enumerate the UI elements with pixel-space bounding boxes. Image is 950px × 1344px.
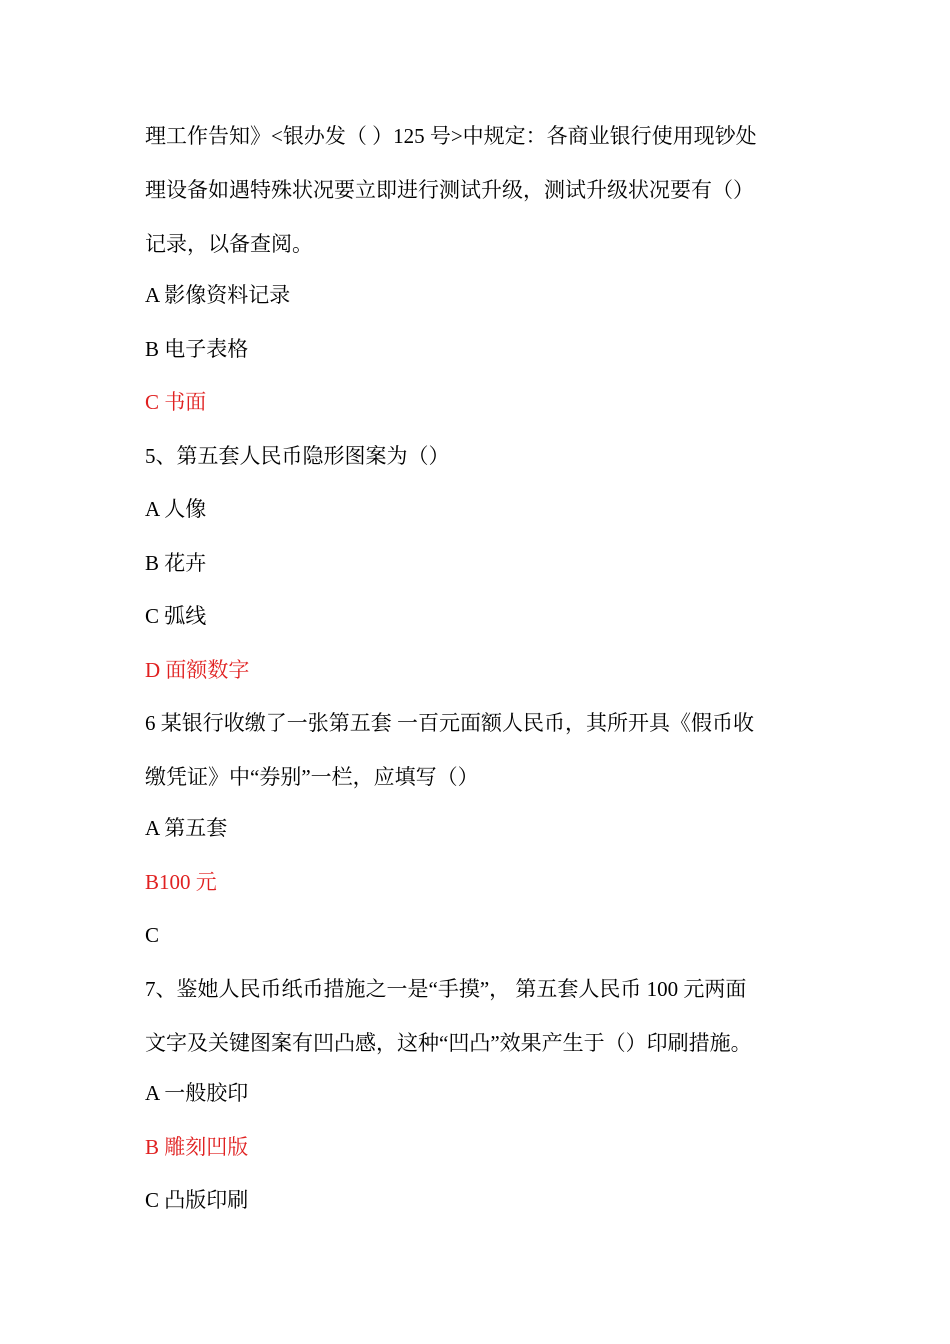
question-6-stem-line-1: 6 某银行收缴了一张第五套 一百元面额人民币，其所开具《假币收 xyxy=(145,711,754,735)
question-7-option-c: C 凸版印刷 xyxy=(145,1188,249,1212)
question-6-option-a: A 第五套 xyxy=(145,816,228,840)
question-6-option-b-correct: B100 元 xyxy=(145,870,217,894)
question-4-option-a: A 影像资料记录 xyxy=(145,283,291,307)
question-6-option-c: C xyxy=(145,923,160,947)
question-4-option-c-correct: C 书面 xyxy=(145,390,207,414)
question-6-stem-line-2: 缴凭证》中“券别”一栏，应填写（） xyxy=(145,765,479,789)
question-4-stem-line-2: 理设备如遇特殊状况要立即进行测试升级，测试升级状况要有（） xyxy=(145,178,754,202)
question-5-stem: 5、第五套人民币隐形图案为（） xyxy=(145,444,450,468)
question-7-stem-line-2: 文字及关键图案有凹凸感，这种“凹凸”效果产生于（）印刷措施。 xyxy=(145,1031,752,1055)
question-7-option-b-correct: B 雕刻凹版 xyxy=(145,1135,249,1159)
question-5-option-d-correct: D 面额数字 xyxy=(145,658,250,682)
question-4-option-b: B 电子表格 xyxy=(145,337,249,361)
question-4-stem-line-1: 理工作告知》<银办发（ ）125 号>中规定：各商业银行使用现钞处 xyxy=(145,124,757,148)
question-4-stem-line-3: 记录，以备查阅。 xyxy=(145,232,313,256)
question-5-option-c: C 弧线 xyxy=(145,604,207,628)
question-7-option-a: A 一般胶印 xyxy=(145,1081,249,1105)
question-7-stem-line-1: 7、鉴她人民币纸币措施之一是“手摸”， 第五套人民币 100 元两面 xyxy=(145,977,747,1001)
question-5-option-a: A 人像 xyxy=(145,497,207,521)
question-5-option-b: B 花卉 xyxy=(145,551,207,575)
